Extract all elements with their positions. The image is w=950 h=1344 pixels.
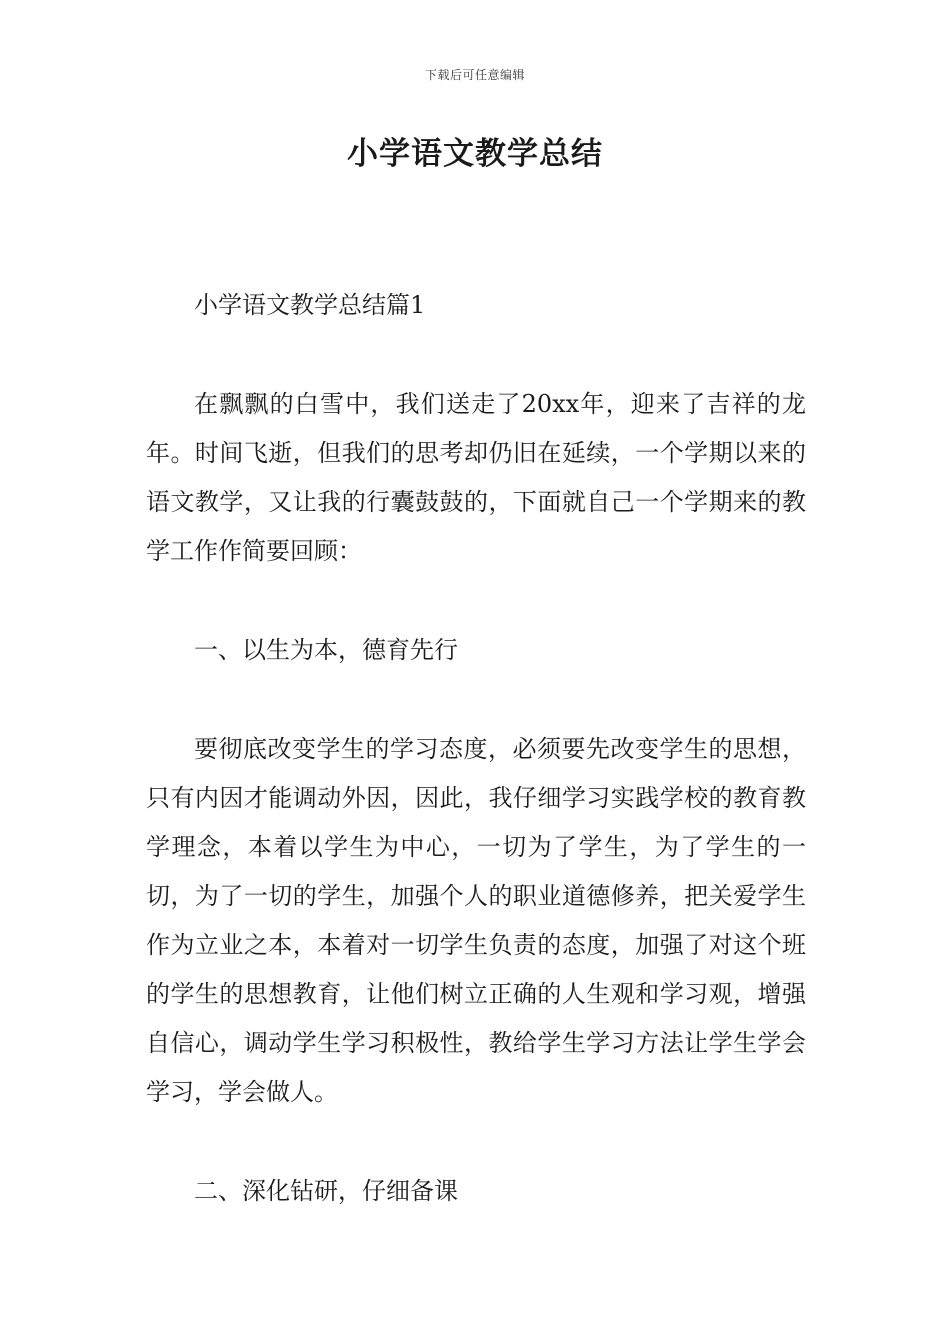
article-subtitle: 小学语文教学总结篇1 xyxy=(194,291,426,319)
intro-paragraph: 在飘飘的白雪中，我们送走了20xx年，迎来了吉祥的龙年。时间飞逝，但我们的思考却仍旧在延续，一个学期以来的语文教学，又让我的行囊鼓鼓的，下面就自己一个学期来的教学工作作简要回顾： xyxy=(146,390,806,565)
document-body xyxy=(146,281,806,1216)
section-heading-1: 一、以生为本，德育先行 xyxy=(194,636,458,664)
section-body-1: 要彻底改变学生的学习态度，必须要先改变学生的思想，只有内因才能调动外因，因此，我仔细学习实践学校的教育教学理念，本着以学生为中心，一切为了学生，为了学生的一切，为了一切的学生，加强个人的职业道德修养，把关爱学生作为立业之本，本着对一切学生负责的态度，加强了对这个班的学生的思想教育，让他们树立正确的人生观和学习观，增强自信心，调动学生学习积极性，教给学生学习方法让学生学会学习，学会做人。 xyxy=(146,735,806,1106)
header-note: 下载后可任意编辑 xyxy=(424,68,525,82)
section-heading-2: 二、深化钻研，仔细备课 xyxy=(194,1177,458,1205)
document-title: 小学语文教学总结 xyxy=(347,136,603,172)
